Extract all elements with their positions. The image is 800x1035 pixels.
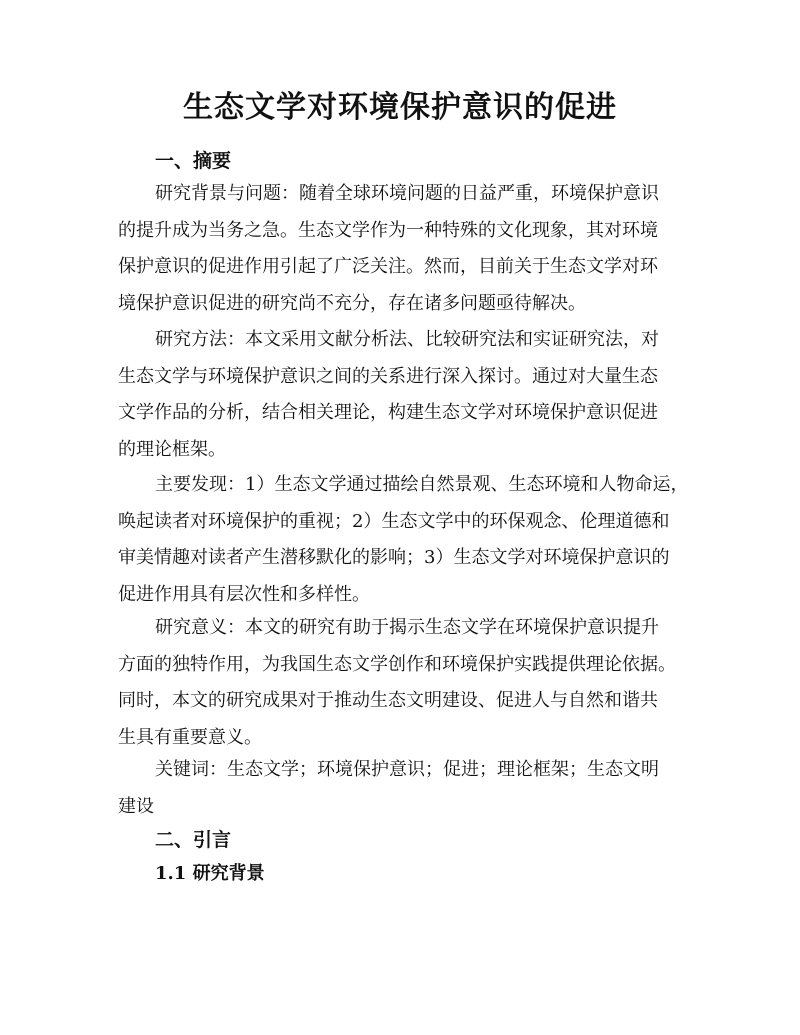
text-line: 保护意识的促进作用引起了广泛关注。然而，目前关于生态文学对环: [118, 256, 658, 277]
abstract-paragraph-background: [118, 176, 698, 322]
document-title: 生态文学对环境保护意识的促进: [183, 90, 617, 125]
text-line: 生态文学与环境保护意识之间的关系进行深入探讨。通过对大量生态: [118, 365, 658, 387]
abstract-paragraph-methods: [118, 322, 698, 468]
text-line: 关键词：生态文学；环境保护意识；促进；理论框架；生态文明: [155, 759, 659, 780]
text-line: 主要发现：1）生态文学通过描绘自然景观、生态环境和人物命运，: [155, 474, 689, 495]
subsection-heading-background: 1.1 研究背景: [155, 863, 265, 884]
abstract-paragraph-significance: [118, 610, 698, 756]
abstract-keywords: [118, 752, 698, 825]
text-line: 审美情趣对读者产生潜移默化的影响；3）生态文学对环境保护意识的: [118, 547, 670, 568]
section-heading-introduction: 二、引言: [155, 829, 232, 851]
text-line: 的提升成为当务之急。生态文学作为一种特殊的文化现象，其对环境: [118, 219, 658, 241]
text-line: 方面的独特作用，为我国生态文学创作和环境保护实践提供理论依据。: [118, 653, 676, 675]
text-line: 文学作品的分析，结合相关理论，构建生态文学对环境保护意识促进: [118, 402, 658, 423]
text-line: 促进作用具有层次性和多样性。: [118, 583, 370, 605]
text-line: 研究背景与问题：随着全球环境问题的日益严重，环境保护意识: [155, 183, 659, 204]
text-line: 境保护意识促进的研究尚不充分，存在诸多问题亟待解决。: [118, 292, 586, 314]
text-line: 唤起读者对环境保护的重视；2）生态文学中的环保观念、伦理道德和: [118, 510, 670, 532]
abstract-paragraph-findings: [118, 467, 698, 613]
text-line: 生具有重要意义。: [118, 726, 262, 748]
text-line: 同时，本文的研究成果对于推动生态文明建设、促进人与自然和谐共: [118, 690, 658, 711]
section-heading-abstract: 一、摘要: [155, 150, 232, 172]
text-line: 的理论框架。: [118, 438, 226, 460]
text-line: 研究方法：本文采用文献分析法、比较研究法和实证研究法，对: [155, 329, 659, 350]
text-line: 建设: [118, 795, 154, 817]
text-line: 研究意义：本文的研究有助于揭示生态文学在环境保护意识提升: [155, 617, 659, 638]
